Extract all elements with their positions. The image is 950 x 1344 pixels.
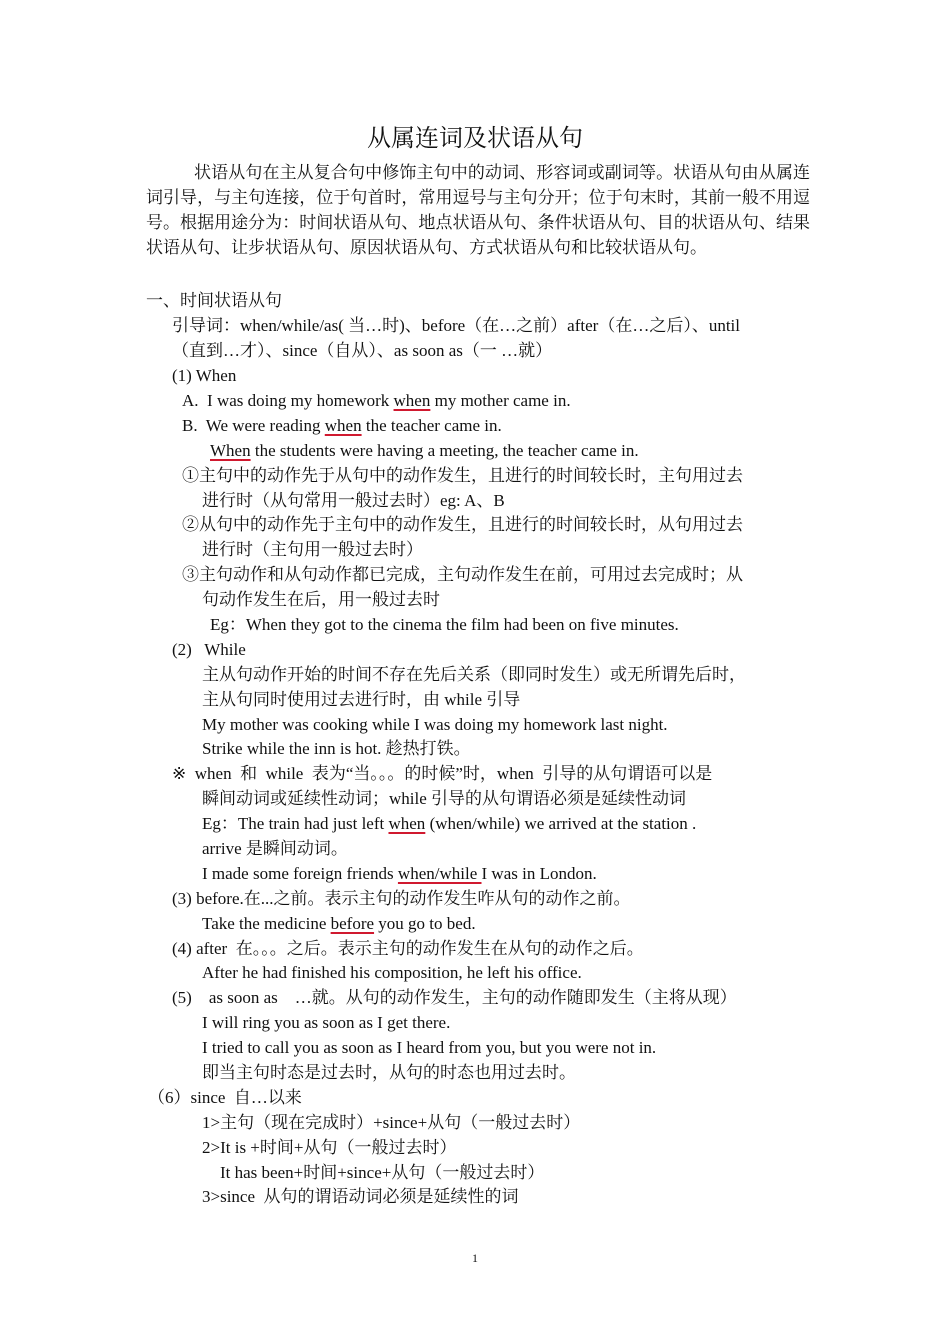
document-title: 从属连词及状语从句 (367, 126, 583, 152)
underlined-word: When (210, 441, 251, 460)
subheading-as-soon-as: (5) as soon as …就。从句的动作发生，主句的动作随即发生（主将从现） (172, 988, 737, 1007)
rule-line: 1>主句（现在完成时）+since+从句（一般过去时） (202, 1113, 581, 1132)
subheading-before: (3) before.在...之前。表示主句的动作发生咋从句的动作之前。 (172, 889, 631, 908)
example-line: Eg：When they got to the cinema the film had been on five minutes. (210, 615, 679, 634)
underlined-word: when (388, 814, 426, 833)
rule-line: 主从句动作开始的时间不存在先后关系（即同时发生）或无所谓先后时， (202, 665, 746, 684)
rule-line: ①主句中的动作先于从句中的动作发生，且进行的时间较长时，主句用过去 (182, 466, 743, 485)
rule-line: 句动作发生在后，用一般过去时 (202, 590, 440, 609)
note-line: 瞬间动词或延续性动词；while 引导的从句谓语必须是延续性动词 (202, 789, 687, 808)
rule-line: It has been+时间+since+从句（一般过去时） (220, 1163, 545, 1182)
subheading-while: (2) While (172, 640, 246, 659)
rule-line: 进行时（从句常用一般过去时）eg: A、B (202, 491, 505, 510)
example-line: After he had finished his composition, he left his office. (202, 963, 582, 982)
rule-line: 主从句同时使用过去进行时，由 while 引导 (202, 690, 521, 709)
page-number: 1 (472, 1251, 478, 1265)
note-line: ※ when 和 while 表为“当。。。的时候”时，when 引导的从句谓语可以是 (172, 764, 713, 783)
example-line: B. We were reading when the teacher came in. (182, 416, 502, 435)
note-line: 即当主句时态是过去时，从句的时态也用过去时。 (202, 1063, 576, 1082)
rule-line: 3>since 从句的谓语动词必须是延续性的词 (202, 1187, 519, 1206)
rule-line: ②从句中的动作先于主句中的动作发生，且进行的时间较长时，从句用过去 (182, 515, 743, 534)
example-line: A. I was doing my homework when my mother came in. (182, 391, 571, 410)
intro-paragraph: 状语从句在主从复合句中修饰主句中的动词、形容词或副词等。状语从句由从属连词引导，与主句连接，位于句首时，常用逗号与主句分开；位于句末时，其前一般不用逗号。根据用途分为：时间状语从句、地点状语从句、条件状语从句、目的状语从句、结果状语从句、让步状语从句、原因状语从句、方式状语从句和比较状语从句。 (146, 163, 810, 257)
section-heading: 一、时间状语从句 (146, 291, 282, 310)
example-line: Take the medicine before you go to bed. (202, 914, 476, 933)
example-line: I made some foreign friends when/while I was in London. (202, 864, 597, 883)
subheading-when: (1) When (172, 366, 237, 385)
intro-words-line: （直到…才）、since（自从）、as soon as（一 …就） (172, 341, 553, 360)
subheading-after: (4) after 在。。。之后。表示主句的动作发生在从句的动作之后。 (172, 939, 644, 958)
example-line: Strike while the inn is hot. 趁热打铁。 (202, 739, 471, 758)
rule-line: 2>It is +时间+从句（一般过去时） (202, 1138, 457, 1157)
example-line: My mother was cooking while I was doing my homework last night. (202, 715, 668, 734)
underlined-word: before (330, 914, 375, 933)
example-line: Eg：The train had just left when (when/while) we arrived at the station . (202, 814, 697, 833)
note-line: arrive 是瞬间动词。 (202, 839, 348, 858)
underlined-word: when (324, 416, 362, 435)
example-line: When the students were having a meeting, the teacher came in. (210, 441, 639, 460)
example-line: I tried to call you as soon as I heard from you, but you were not in. (202, 1038, 657, 1057)
underlined-word: when (393, 391, 431, 410)
rule-line: 进行时（主句用一般过去时） (202, 540, 423, 559)
subheading-since: （6）since 自…以来 (148, 1088, 302, 1107)
example-line: I will ring you as soon as I get there. (202, 1013, 451, 1032)
underlined-word: when/while (397, 864, 482, 883)
rule-line: ③主句动作和从句动作都已完成，主句动作发生在前，可用过去完成时；从 (182, 565, 743, 584)
intro-words-line: 引导词：when/while/as( 当…时)、before（在…之前）after（在…之后）、until (172, 316, 740, 335)
